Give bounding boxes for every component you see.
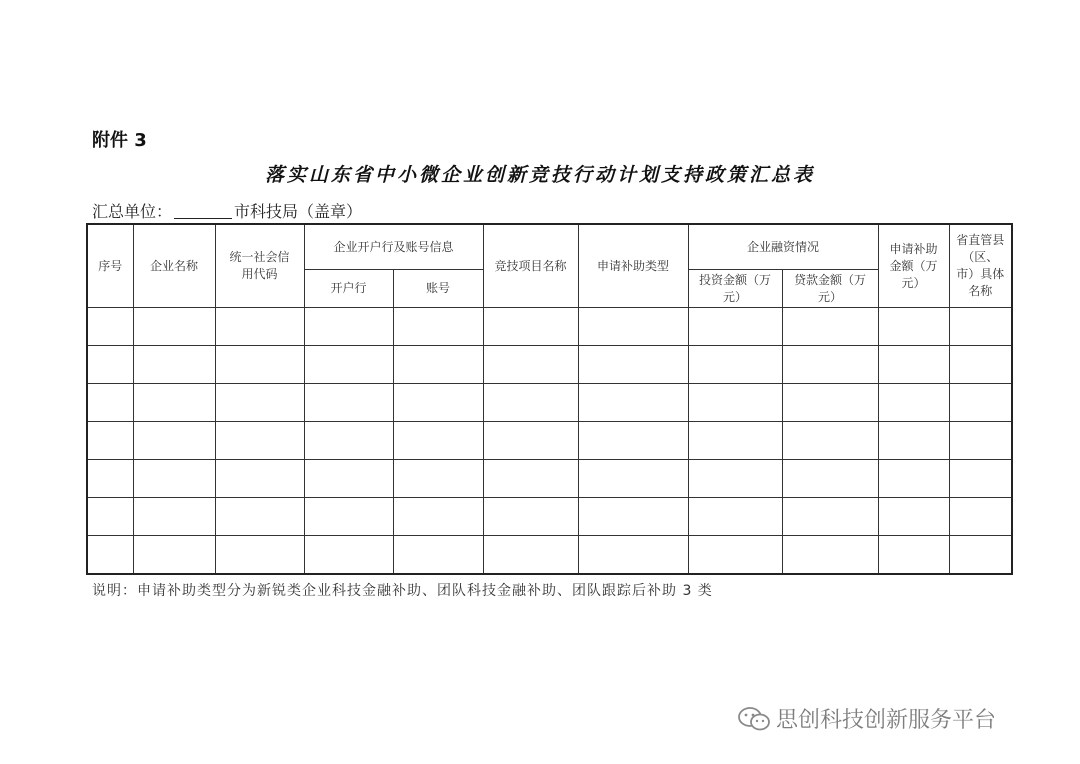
table-cell [393, 536, 483, 575]
table-cell [949, 422, 1012, 460]
table-cell [578, 498, 688, 536]
table-cell [949, 384, 1012, 422]
table-cell [133, 346, 215, 384]
table-cell [782, 384, 878, 422]
table-cell [688, 498, 782, 536]
table-cell [304, 536, 393, 575]
table-cell [133, 498, 215, 536]
header-seq: 序号 [87, 224, 133, 308]
header-bank: 开户行 [304, 270, 393, 308]
table-cell [87, 308, 133, 346]
table-cell [483, 308, 578, 346]
table-cell [782, 422, 878, 460]
header-project-name: 竞技项目名称 [483, 224, 578, 308]
table-cell [304, 346, 393, 384]
table-cell [87, 346, 133, 384]
summary-table [86, 223, 1013, 575]
table-cell [393, 346, 483, 384]
table-cell [393, 308, 483, 346]
attachment-label: 附件 3 [92, 130, 147, 151]
table-cell [688, 422, 782, 460]
table-cell [578, 384, 688, 422]
table-cell [578, 346, 688, 384]
table-cell [304, 308, 393, 346]
table-cell [483, 460, 578, 498]
header-investment-text: 投资金额（万元） [699, 272, 772, 304]
table-cell [215, 308, 304, 346]
wechat-icon [736, 705, 772, 733]
watermark [736, 703, 996, 734]
table-cell [215, 498, 304, 536]
header-bank-info: 企业开户行及账号信息 [304, 224, 483, 270]
table-cell [878, 498, 949, 536]
table-cell [782, 308, 878, 346]
table-row [87, 308, 1012, 346]
table-cell [483, 498, 578, 536]
header-credit-code [215, 224, 304, 308]
header-county [949, 224, 1012, 308]
table-cell [87, 422, 133, 460]
table-cell [949, 498, 1012, 536]
table-cell [393, 422, 483, 460]
table-cell [782, 346, 878, 384]
summary-unit-suffix: 市科技局（盖章） [234, 202, 363, 221]
table-cell [133, 422, 215, 460]
header-row-1 [87, 224, 1012, 270]
table-cell [215, 422, 304, 460]
summary-unit-blank [174, 218, 232, 219]
table-cell [878, 346, 949, 384]
header-county-text: 省直管县（区、市）具体名称 [956, 233, 1005, 298]
header-investment [688, 270, 782, 308]
summary-unit-label: 汇总单位： [92, 202, 173, 221]
table-cell [949, 308, 1012, 346]
table-cell [578, 308, 688, 346]
table-cell [483, 536, 578, 575]
header-company-name: 企业名称 [133, 224, 215, 308]
header-financing: 企业融资情况 [688, 224, 878, 270]
document-title: 落实山东省中小微企业创新竞技行动计划支持政策汇总表 [264, 164, 815, 186]
header-account: 账号 [393, 270, 483, 308]
table-cell [133, 460, 215, 498]
table-cell [304, 460, 393, 498]
table-body [87, 308, 1012, 575]
table-cell [87, 384, 133, 422]
table-cell [878, 460, 949, 498]
table-cell [688, 460, 782, 498]
table-cell [878, 308, 949, 346]
table-cell [949, 536, 1012, 575]
summary-unit [92, 199, 362, 222]
table-cell [87, 536, 133, 575]
header-subsidy-amount-text: 申请补助金额（万元） [889, 241, 938, 290]
table-cell [688, 308, 782, 346]
table-cell [878, 384, 949, 422]
footnote: 说明：申请补助类型分为新锐类企业科技金融补助、团队科技金融补助、团队跟踪后补助 3 类 [92, 583, 713, 599]
table-cell [483, 422, 578, 460]
table-row [87, 346, 1012, 384]
table-row [87, 498, 1012, 536]
table-cell [393, 384, 483, 422]
table-cell [483, 384, 578, 422]
table-cell [133, 384, 215, 422]
table-cell [87, 460, 133, 498]
table-cell [949, 346, 1012, 384]
table-cell [878, 536, 949, 575]
table-cell [393, 498, 483, 536]
table-row [87, 422, 1012, 460]
table-cell [949, 460, 1012, 498]
table-cell [782, 460, 878, 498]
table-cell [133, 536, 215, 575]
table-cell [688, 384, 782, 422]
header-loan-text: 贷款金额（万元） [794, 272, 867, 304]
header-subsidy-type: 申请补助类型 [578, 224, 688, 308]
table-cell [688, 346, 782, 384]
table-row [87, 460, 1012, 498]
table-cell [688, 536, 782, 575]
table-cell [215, 384, 304, 422]
table-cell [215, 536, 304, 575]
table-cell [578, 536, 688, 575]
table-cell [304, 498, 393, 536]
table-cell [133, 308, 215, 346]
header-subsidy-amount [878, 224, 949, 308]
table-cell [578, 422, 688, 460]
header-loan [782, 270, 878, 308]
table-cell [215, 460, 304, 498]
header-credit-code-text: 统一社会信用代码 [229, 250, 290, 281]
table-row [87, 384, 1012, 422]
table-cell [578, 460, 688, 498]
table-cell [878, 422, 949, 460]
table-cell [304, 422, 393, 460]
table-cell [304, 384, 393, 422]
table-cell [87, 498, 133, 536]
table-cell [782, 536, 878, 575]
table-cell [393, 460, 483, 498]
table-cell [483, 346, 578, 384]
watermark-text: 思创科技创新服务平台 [776, 708, 997, 733]
table-cell [215, 346, 304, 384]
table-cell [782, 498, 878, 536]
table-row [87, 536, 1012, 575]
